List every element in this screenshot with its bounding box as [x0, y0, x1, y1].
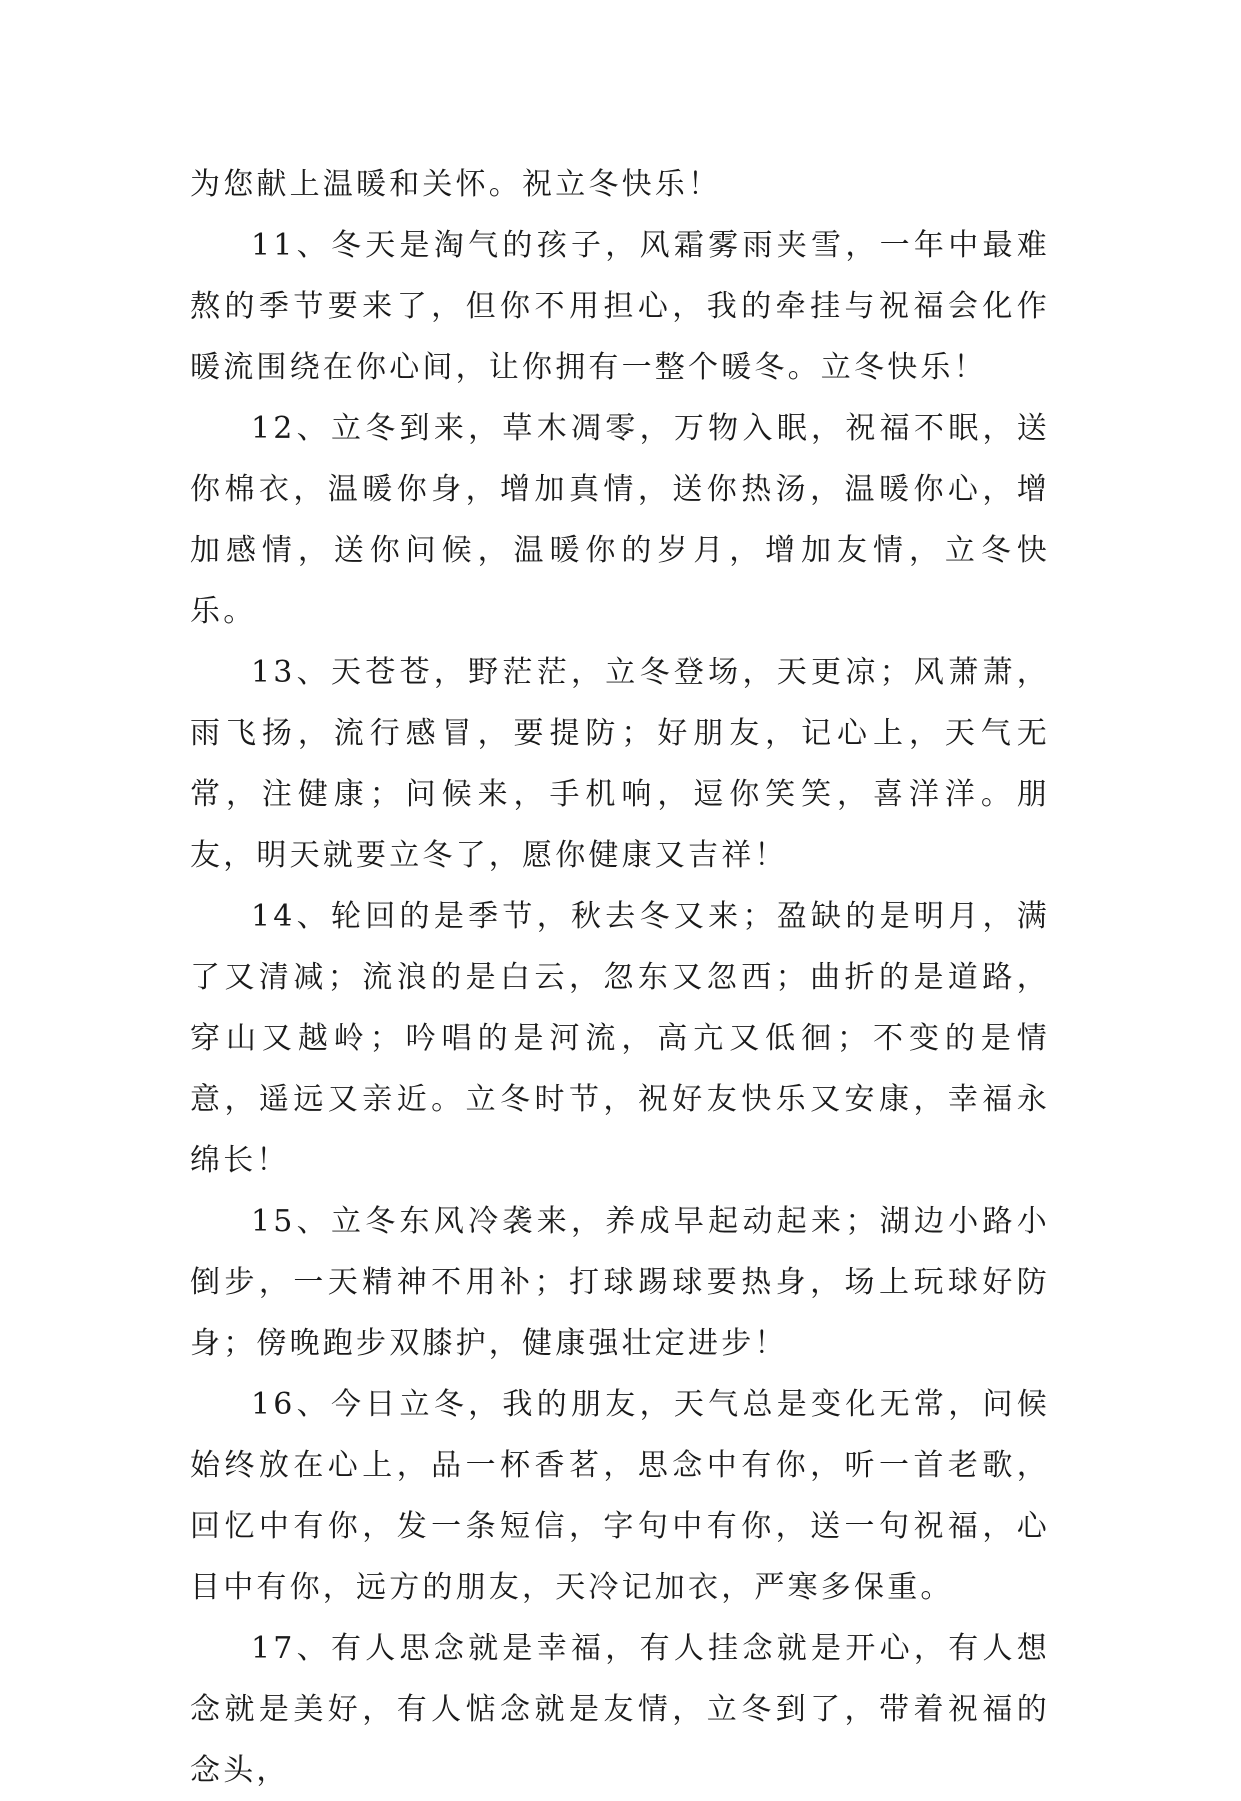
paragraph-continuation: 为您献上温暖和关怀。祝立冬快乐！: [190, 167, 722, 202]
paragraph-12: 12、立冬到来，草木凋零，万物入眠，祝福不眠，送你棉衣，温暖你身，增加真情，送你热汤，温暖你心，增加感情，送你问候，温暖你的岁月，增加友情，立冬快乐。: [190, 411, 1050, 629]
paragraph-17: 17、有人思念就是幸福，有人挂念就是开心，有人想念就是美好，有人惦念就是友情，立冬到了，带着祝福的念头，: [190, 1631, 1050, 1788]
paragraph-13: 13、天苍苍，野茫茫，立冬登场，天更凉；风萧萧，雨飞扬，流行感冒，要提防；好朋友，记心上，天气无常，注健康；问候来，手机响，逗你笑笑，喜洋洋。朋友，明天就要立冬了，愿你健康又吉祥！: [190, 655, 1050, 873]
paragraph-16: 16、今日立冬，我的朋友，天气总是变化无常，问候始终放在心上，品一杯香茗，思念中有你，听一首老歌，回忆中有你，发一条短信，字句中有你，送一句祝福，心目中有你，远方的朋友，天冷记加衣，严寒多保重。: [190, 1387, 1050, 1605]
paragraph-15: 15、立冬东风冷袭来，养成早起动起来；湖边小路小倒步，一天精神不用补；打球踢球要热身，场上玩球好防身；傍晚跑步双膝护，健康强壮定进步！: [190, 1204, 1050, 1361]
paragraph-14: 14、轮回的是季节，秋去冬又来；盈缺的是明月，满了又清减；流浪的是白云，忽东又忽西；曲折的是道路，穿山又越岭；吟唱的是河流，高亢又低徊；不变的是情意，遥远又亲近。立冬时节，祝好友快乐又安康，幸福永绵长！: [190, 899, 1050, 1178]
body-text: [190, 154, 1050, 1801]
paragraph-11: 11、冬天是淘气的孩子，风霜雾雨夹雪，一年中最难熬的季节要来了，但你不用担心，我的牵挂与祝福会化作暖流围绕在你心间，让你拥有一整个暖冬。立冬快乐！: [190, 228, 1050, 385]
